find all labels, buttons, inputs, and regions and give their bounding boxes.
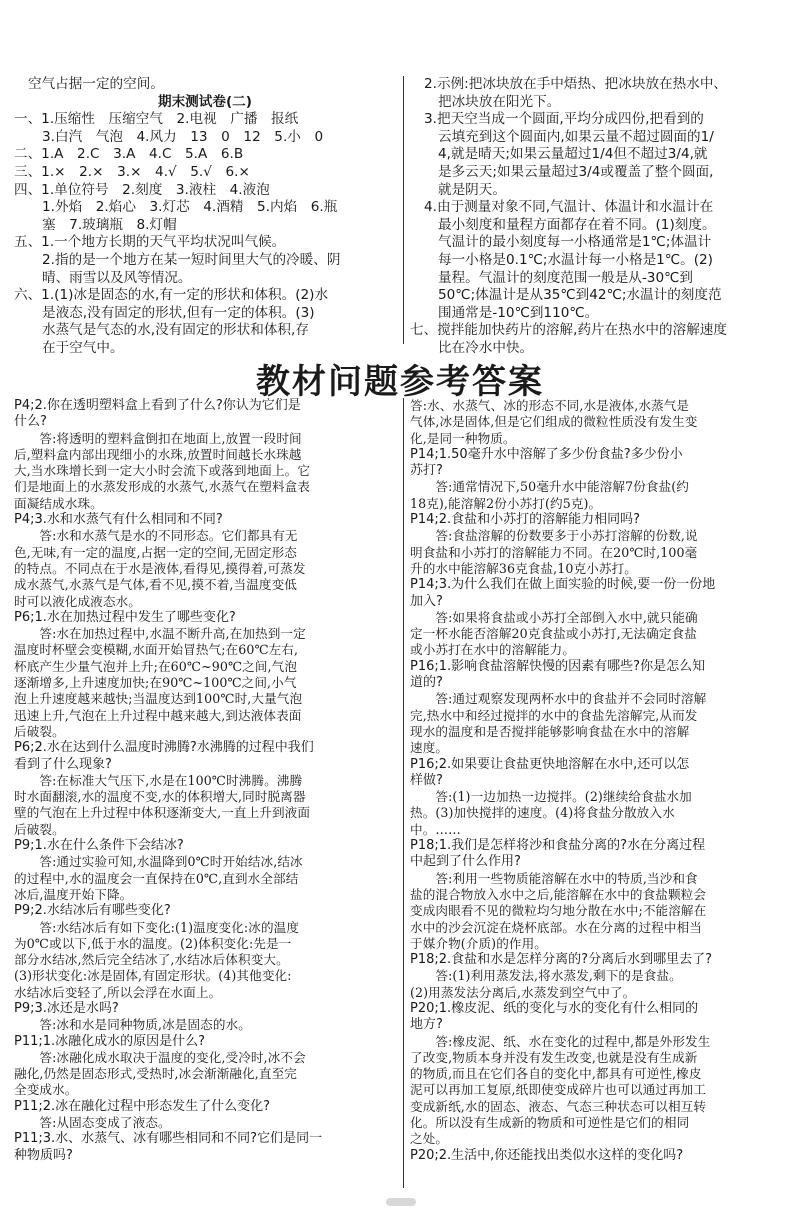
answer-line: 比在冷水中快。: [438, 339, 534, 356]
column-divider: [403, 398, 404, 1188]
answer-line: 答:水在加热过程中,水温不断升高,在加热到一定: [14, 626, 306, 642]
answer-line: 答:如果将食盐或小苏打全部倒入水中,就只能确: [410, 609, 698, 625]
top-left-column: [14, 76, 396, 358]
answer-line: 六、1.(1)冰是固态的水,有一定的形状和体积。(2)水: [14, 287, 329, 304]
answer-line: 全变成水。: [14, 1082, 78, 1098]
answer-line: 是液态,没有固定的形状,但有一定的体积。(3): [42, 304, 315, 321]
answer-line: 七、搅拌能加快药片的溶解,药片在热水中的溶解速度: [410, 322, 727, 339]
answer-line: 变成肉眼看不见的微粒均匀地分散在水中;不能溶解在: [410, 903, 707, 919]
answer-line: 答:冰和水是同种物质,冰是固态的水。: [14, 1017, 251, 1033]
answer-line: 答:食盐溶解的份数要多于小苏打溶解的份数,说: [410, 528, 698, 544]
answer-line: 色,无味,有一定的温度,占据一定的空间,无固定形态: [14, 544, 297, 560]
answer-line: 的特点。不同点在于水是液体,看得见,摸得着,可蒸发: [14, 560, 306, 576]
page-tab-marker: [386, 1198, 416, 1206]
answer-line: 答:水和水蒸气是水的不同形态。它们都具有无: [14, 528, 298, 544]
answer-line: (3)形状变化:冰是固体,有固定形状。(4)其他变化:: [14, 968, 292, 984]
answer-line: 水蒸气是气态的水,没有固定的形状和体积,存: [42, 322, 309, 339]
answer-line: 每一小格是0.1℃;水温计每一小格是1℃。(2): [438, 251, 713, 268]
column-divider: [403, 76, 404, 344]
answer-line: 了改变,物质本身并没有发生改变,也就是没有生成新: [410, 1049, 698, 1065]
answer-line: 答:通过实验可知,水温降到0℃时开始结冰,结冰: [14, 854, 303, 870]
answer-line: 答:利用一些物质能溶解在水中的特质,当沙和食: [410, 870, 698, 886]
answer-line: 五、1.一个地方长期的天气平均状况叫气候。: [14, 234, 286, 251]
answer-line: 变成新纸,水的固态、液态、气态三种状态可以相互转: [410, 1098, 707, 1114]
answer-line: 18克),能溶解2份小苏打(约5克)。: [410, 495, 602, 511]
answer-line: 成水蒸气,水蒸气是气体,看不见,摸不着,当温度变低: [14, 577, 297, 593]
answer-line: 于媒介物(介质)的作用。: [410, 935, 547, 951]
answer-line: 答:水、水蒸气、冰的形态不同,水是液体,水蒸气是: [410, 398, 690, 413]
question-line: P18;1.我们是怎样将沙和食盐分离的?水在分离过程: [410, 838, 706, 854]
answer-line: 的过程中,水的温度会一直保持在0℃,直到水全部结: [14, 870, 299, 886]
answer-line: 部分水结冰,然后完全结冰了,水结冰后体积变大。: [14, 952, 289, 968]
answer-line: 气温计的最小刻度每一小格通常是1℃;体温计: [438, 234, 712, 251]
question-line: 中起到了什么作用?: [410, 854, 521, 870]
section-title: 教材问题参考答案: [256, 362, 544, 402]
answer-line: 答:从固态变成了液态。: [14, 1115, 171, 1131]
answer-line: 云填充到这个圆面内,如果云量不超过圆面的1/: [438, 128, 714, 145]
question-line: 地方?: [410, 1017, 443, 1033]
answer-line: 2.示例:把冰块放在手中焐热、把冰块放在热水中、: [424, 76, 728, 92]
question-line: 样做?: [410, 772, 443, 788]
answer-line: 答:将透明的塑料盒倒扣在地面上,放置一段时间: [14, 430, 302, 446]
answer-line: 三、1.× 2.× 3.× 4.√ 5.√ 6.×: [14, 163, 250, 180]
question-line: P9;2.水结冰后有哪些变化?: [14, 903, 171, 919]
question-line: 加入?: [410, 593, 443, 609]
question-line: P11;3.水、水蒸气、冰有哪些相同和不同?它们是同一: [14, 1131, 323, 1147]
answer-line: 完,热水中和经过搅拌的水中的食盐先溶解完,从而发: [410, 707, 698, 723]
answer-line: 时可以液化成液态水。: [14, 593, 141, 609]
answer-line: 化,是同一种物质。: [410, 430, 516, 446]
answer-line: 二、1.A 2.C 3.A 4.C 5.A 6.B: [14, 146, 244, 163]
answer-line: 在于空气中。: [42, 339, 124, 356]
question-line: P6;2.水在达到什么温度时沸腾?水沸腾的过程中我们: [14, 740, 314, 756]
answer-line: 答:冰融化成水取决于温度的变化,受冷时,冰不会: [14, 1049, 306, 1065]
question-line: P20;1.橡皮泥、纸的变化与水的变化有什么相同的: [410, 1000, 699, 1016]
answer-line: 4,就是晴天;如果云量超过1/4但不超过3/4,就: [438, 146, 708, 163]
answer-line: 现水的温度和是否搅拌能够影响食盐在水中的溶解: [410, 723, 690, 739]
answer-line: 升的水中能溶解36克食盐,10克小苏打。: [410, 560, 637, 576]
answer-line: 之处。: [410, 1131, 449, 1147]
answer-line: 气体,冰是固体,但是它们组成的微粒性质没有发生变: [410, 414, 698, 430]
answer-line: 3.把天空当成一个圆面,平均分成四份,把看到的: [424, 111, 704, 128]
answer-line: 1.外焰 2.焰心 3.灯芯 4.酒精 5.内焰 6.瓶: [42, 199, 338, 216]
answer-line: 是多云天;如果云量超过3/4或覆盖了整个圆面,: [438, 163, 714, 180]
answer-line: 温度时杯壁会变模糊,水面开始冒热气;在60℃左右,: [14, 642, 299, 658]
question-line: P9;1.水在什么条件下会结冰?: [14, 838, 184, 854]
answer-line: 后破裂。: [14, 821, 65, 837]
answer-line: 量程。气温计的刻度范围一般是从-30℃到: [438, 269, 693, 286]
answer-line: 空气占据一定的空间。: [28, 76, 164, 92]
answer-line: 4.由于测量对象不同,气温计、体温计和水温计在: [424, 199, 714, 216]
answer-line: 化。所以没有生成新的物质和可逆性是它们的相同: [410, 1115, 690, 1131]
answer-line: 杯底产生少量气泡并上升;在60℃~90℃之间,气泡: [14, 658, 298, 674]
question-line: P16;2.如果要让食盐更快地溶解在水中,还可以怎: [410, 756, 690, 772]
answer-line: 50℃;体温计是从35℃到42℃;水温计的刻度范: [438, 287, 722, 304]
answer-line: 后,塑料盒内部出现细小的水珠,放置时间越长水珠越: [14, 446, 302, 462]
answer-line: 3.白汽 气泡 4.风力 13 0 12 5.小 0: [42, 128, 324, 145]
answer-line: 答:(1)利用蒸发法,将水蒸发,剩下的是食盐。: [410, 968, 682, 984]
answer-line: 壁的气泡在上升过程中体积逐渐变大,一直上升到液面: [14, 805, 311, 821]
answer-line: 期末测试卷(二): [158, 93, 252, 110]
answer-line: 2.指的是一个地方在某一短时间里大气的冷暖、阴: [42, 251, 341, 268]
question-line: P14;3.为什么我们在做上面实验的时候,要一份一份地: [410, 577, 716, 593]
answer-line: 水结冰后变轻了,所以会浮在水面上。: [14, 984, 222, 1000]
answer-line: (2)用蒸发法分离后,水蒸发到空气中了。: [410, 984, 636, 1000]
answer-line: 围通常是-10℃到110℃。: [438, 304, 599, 321]
question-line: P9;3.冰还是水吗?: [14, 1000, 119, 1016]
bottom-right-column: [410, 398, 792, 1164]
bottom-left-column: [14, 398, 396, 1164]
question-line: 道的?: [410, 675, 443, 691]
answer-line: 盐的混合物放入水中之后,能溶解在水中的食盐颗粒会: [410, 886, 707, 902]
answer-line: 水中的沙会沉淀在烧杯底部。水在分离的过程中相当: [410, 919, 702, 935]
answer-line: 热。(3)加快搅拌的速度。(4)将食盐分散放入水: [410, 805, 675, 821]
answer-line: 速度。: [410, 740, 449, 756]
answer-line: 答:通常情况下,50毫升水中能溶解7份食盐(约: [410, 479, 689, 495]
answer-line: 答:橡皮泥、纸、水在变化的过程中,都是外形发生: [410, 1033, 711, 1049]
answer-line: 们是地面上的水蒸发形成的水蒸气,水蒸气在塑料盒表: [14, 479, 311, 495]
answer-line: 明食盐和小苏打的溶解能力不同。在20℃时,100毫: [410, 544, 698, 560]
textbook-answers: [14, 398, 786, 1188]
answer-line: 把冰块放在阳光下。: [438, 93, 561, 110]
question-line: P14;1.50毫升水中溶解了多少份食盐?多少份小: [410, 446, 683, 462]
answer-line: 就是阴天。: [438, 181, 506, 198]
answer-line: 答:通过观察发现两杯水中的食盐并不会同时溶解: [410, 691, 707, 707]
answer-line: 或小苏打在水中的溶解能力。: [410, 642, 576, 658]
answer-line: 的物质,而且在它们各自的变化中,都具有可逆性,橡皮: [410, 1066, 702, 1082]
answer-line: 答:(1)一边加热一边搅拌。(2)继续给食盐水加: [410, 789, 692, 805]
question-line: 苏打?: [410, 463, 443, 479]
answer-line: 中。……: [410, 821, 461, 837]
question-line: P11;1.冰融化成水的原因是什么?: [14, 1033, 206, 1049]
question-line: P4;2.你在透明塑料盒上看到了什么?你认为它们是: [14, 398, 301, 413]
question-line: P18;2.食盐和水是怎样分离的?分离后水到哪里去了?: [410, 952, 712, 968]
answer-line: 大,当水珠增长到一定大小时会流下或落到地面上。它: [14, 463, 311, 479]
question-line: 什么?: [14, 414, 47, 430]
question-line: P20;2.生活中,你还能找出类似水这样的变化吗?: [410, 1147, 684, 1163]
answer-line: 后破裂。: [14, 723, 65, 739]
answer-line: 一、1.压缩性 压缩空气 2.电视 广播 报纸: [14, 111, 299, 128]
answer-line: 最小刻度和量程方面都存在着不同。(1)刻度。: [438, 216, 716, 233]
answer-line: 迅速上升,气泡在上升过程中越来越大,到达液体表面: [14, 707, 302, 723]
answer-line: 为0℃或以下,低于水的温度。(2)体积变化:先是一: [14, 935, 292, 951]
top-right-column: [410, 76, 792, 358]
question-line: P4;3.水和水蒸气有什么相同和不同?: [14, 512, 223, 528]
answer-line: 晴、雨雪以及风等情况。: [42, 269, 192, 286]
question-line: 种物质吗?: [14, 1147, 73, 1163]
answer-line: 融化,仍然是固态形式,受热时,冰会渐渐融化,直至完: [14, 1066, 297, 1082]
question-line: P6;1.水在加热过程中发生了哪些变化?: [14, 609, 236, 625]
answer-line: 泡上升速度越来越快;当温度达到100℃时,大量气泡: [14, 691, 303, 707]
question-line: P16;1.影响食盐溶解快慢的因素有哪些?你是怎么知: [410, 658, 706, 674]
answer-line: 塞 7.玻璃瓶 8.灯帽: [42, 216, 177, 233]
question-line: P11;2.冰在融化过程中形态发生了什么变化?: [14, 1098, 271, 1114]
answer-line: 四、1.单位符号 2.刻度 3.液柱 4.液泡: [14, 181, 270, 198]
answer-line: 答:水结冰后有如下变化:(1)温度变化:冰的温度: [14, 919, 300, 935]
answer-line: 冰后,温度开始下降。: [14, 886, 133, 902]
answer-key-top: [14, 76, 786, 356]
answer-line: 面凝结成水珠。: [14, 495, 103, 511]
question-line: 看到了什么现象?: [14, 756, 112, 772]
answer-line: 泥可以再加工复原,纸即使变成碎片也可以通过再加工: [410, 1082, 707, 1098]
question-line: P14;2.食盐和小苏打的溶解能力相同吗?: [410, 512, 641, 528]
answer-line: 答:在标准大气压下,水是在100℃时沸腾。沸腾: [14, 772, 303, 788]
answer-line: 逐渐增多,上升速度加快;在90℃~100℃之间,小气: [14, 675, 297, 691]
answer-line: 时水面翻滚,水的温度不变,水的体积增大,同时脱离器: [14, 789, 306, 805]
answer-line: 定一杯水能否溶解20克食盐或小苏打,无法确定食盐: [410, 626, 697, 642]
